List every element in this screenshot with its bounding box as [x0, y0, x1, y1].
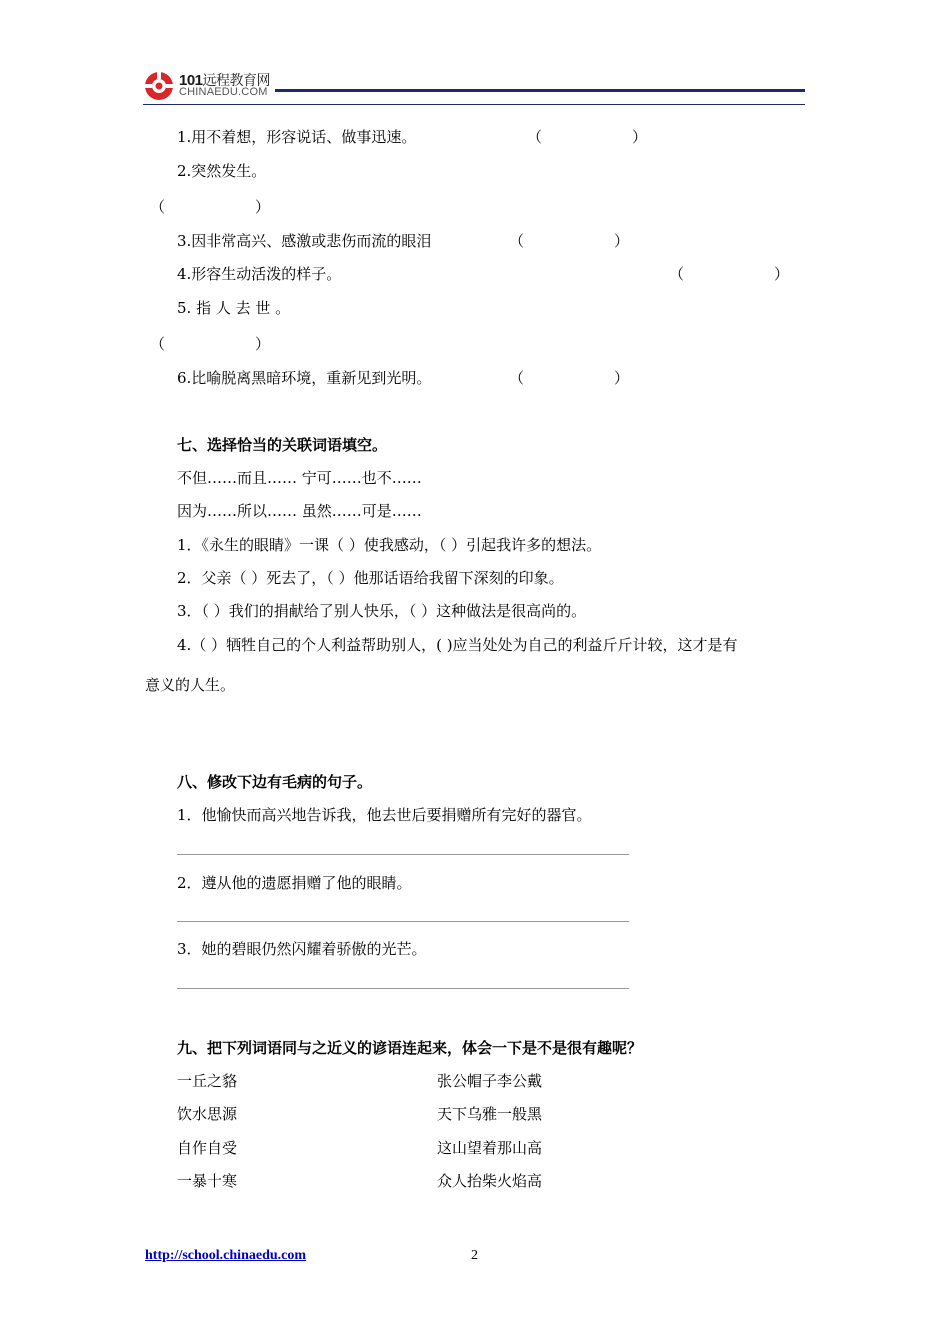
sec9-left-item[interactable]: 一暴十寒 [177, 1172, 238, 1190]
sec6-question-1: 1.用不着想，形容说话、做事迅速。 [177, 128, 417, 146]
sec9-right-item[interactable]: 众人抬柴火焰高 [437, 1172, 543, 1190]
sec7-title: 七、选择恰当的关联词语填空。 [177, 436, 388, 454]
logo-emblem-icon [143, 70, 175, 102]
sec7-question-3: 3．（ ）我们的捐献给了别人快乐，（ ）这种做法是很高尚的。 [177, 602, 587, 620]
sec9-left-item[interactable]: 一丘之貉 [177, 1072, 238, 1090]
sec6-question-5: 5. 指 人 去 世 。 [177, 299, 291, 317]
sec9-title: 九、把下列词语同与之近义的谚语连起来，体会一下是不是很有趣呢？ [177, 1039, 643, 1057]
sec6-answer-blank-4[interactable]: （ ） [669, 265, 790, 283]
sec8-answer-line-2[interactable] [177, 921, 629, 922]
sec7-question-4-line2: 意义的人生。 [145, 676, 236, 694]
page-number: 2 [471, 1248, 478, 1263]
sec8-answer-line-3[interactable] [177, 988, 629, 989]
sec8-title: 八、修改下边有毛病的句子。 [177, 773, 373, 791]
sec9-right-item[interactable]: 张公帽子李公戴 [437, 1072, 543, 1090]
footer-website-link[interactable]: http://school.chinaedu.com [145, 1248, 307, 1263]
logo-domain: CHINAEDU.COM [179, 86, 268, 98]
sec9-left-item[interactable]: 饮水思源 [177, 1105, 238, 1123]
sec6-answer-blank-5[interactable]: （ ） [150, 335, 271, 353]
sec6-answer-blank-2[interactable]: （ ） [150, 198, 271, 216]
sec8-question-1: 1．他愉快而高兴地告诉我，他去世后要捐赠所有完好的器官。 [177, 806, 592, 824]
sec6-answer-blank-3[interactable]: （ ） [509, 232, 630, 250]
sec7-options-1: 不但……而且…… 宁可……也不…… [177, 469, 422, 487]
sec7-question-1: 1．《永生的眼睛》一课（ ）使我感动，（ ）引起我许多的想法。 [177, 536, 602, 554]
sec6-question-3: 3.因非常高兴、感激或悲伤而流的眼泪 [177, 232, 432, 250]
sec7-options-2: 因为……所以…… 虽然……可是…… [177, 502, 422, 520]
sec6-question-6: 6.比喻脱离黑暗环境，重新见到光明。 [177, 369, 432, 387]
header-rule [275, 89, 805, 92]
sec9-right-item[interactable]: 这山望着那山高 [437, 1139, 543, 1157]
sec7-question-2: 2．父亲（ ）死去了，（ ）他那话语给我留下深刻的印象。 [177, 569, 564, 587]
sec8-answer-line-1[interactable] [177, 854, 629, 855]
sec6-question-4: 4.形容生动活泼的样子。 [177, 265, 342, 283]
sec8-question-3: 3．她的碧眼仍然闪耀着骄傲的光芒。 [177, 940, 427, 958]
logo-wordmark: 101远程教育网 [179, 72, 271, 89]
sec9-left-item[interactable]: 自作自受 [177, 1139, 238, 1157]
sec6-answer-blank-1[interactable]: （ ） [527, 128, 648, 146]
sec6-question-2: 2.突然发生。 [177, 162, 267, 180]
sec7-question-4-line1: 4.（ ）牺牲自己的个人利益帮助别人，( )应当处处为自己的利益斤斤计较，这才是有 [177, 636, 738, 654]
sec6-answer-blank-6[interactable]: （ ） [509, 369, 630, 387]
chinaedu-logo [143, 70, 278, 104]
sec8-question-2: 2．遵从他的遗愿捐赠了他的眼睛。 [177, 874, 412, 892]
header-rule-thin [143, 104, 805, 105]
sec9-right-item[interactable]: 天下乌雅一般黑 [437, 1105, 543, 1123]
